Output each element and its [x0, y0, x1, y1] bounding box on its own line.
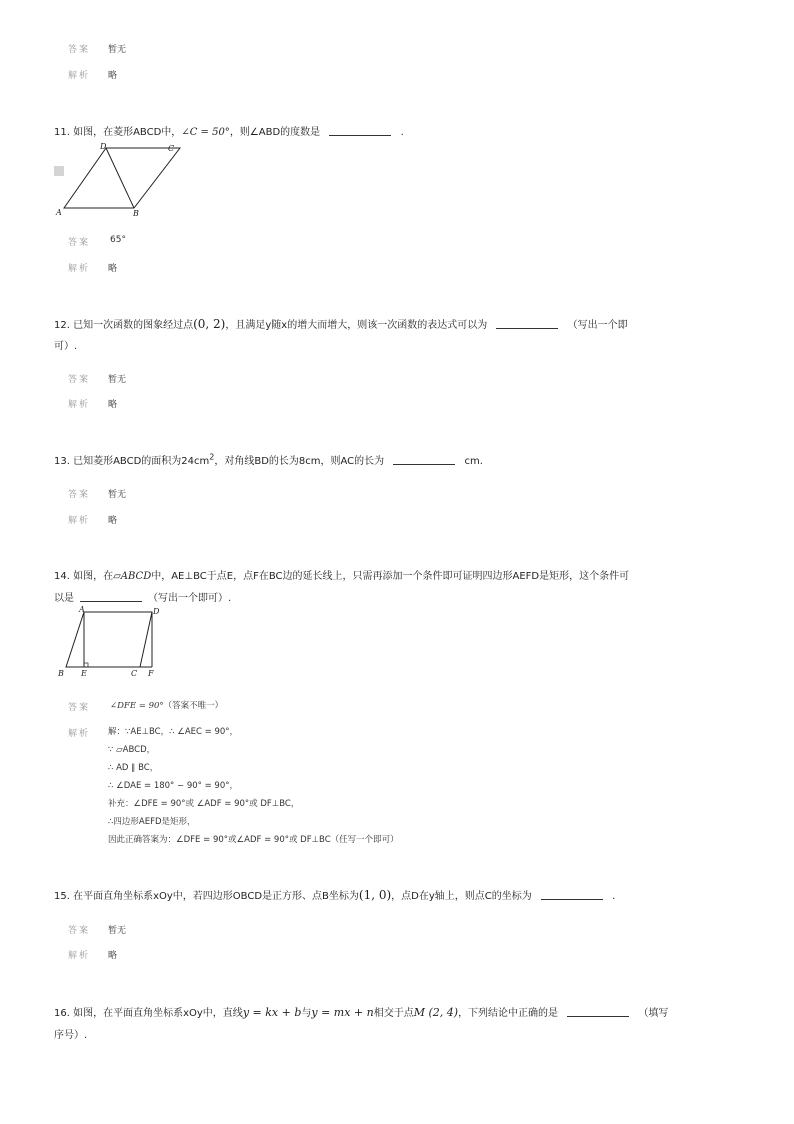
question-16 [54, 1004, 668, 1019]
question-text: 在平面直角坐标系xOy中，若四边形OBCD是正方形、点B坐标为 [73, 891, 359, 902]
answer-blank [567, 1007, 629, 1017]
answer-value: 暂无 [108, 375, 127, 385]
answer-label: 答案 [68, 490, 91, 500]
solution-line: 因此正确答案为：∠DFE = 90°或∠ADF = 90°或 DF⊥BC（任写一个即可） [108, 835, 399, 845]
rhombus-outline [64, 148, 180, 208]
question-15 [54, 887, 615, 902]
answer-blank [496, 319, 558, 329]
point-label: D [100, 142, 107, 151]
answer-blank [329, 126, 391, 136]
point-label: A [56, 208, 62, 217]
solution-line: ∵ ▱ABCD， [108, 745, 156, 755]
answer-value: 65° [110, 235, 126, 245]
solution-line: 补充：∠DFE = 90°或 ∠ADF = 90°或 DF⊥BC， [108, 799, 300, 809]
solution-line: ∴ AD ∥ BC， [108, 763, 159, 773]
math-expression: ▱ABCD [113, 571, 152, 582]
answer-label: 答案 [68, 45, 91, 55]
question-text: ，则∠ABD的度数是 [229, 127, 321, 138]
analysis-label: 解析 [68, 400, 91, 410]
question-text: ，下列结论中正确的是 [458, 1008, 559, 1019]
analysis-value: 略 [108, 400, 118, 410]
question-end: （填写 [638, 1008, 669, 1019]
question-text: 以是 [54, 593, 74, 604]
question-line2: 可）. [54, 341, 78, 352]
answer-value: 暂无 [108, 926, 127, 936]
parallelogram-outline [66, 612, 152, 667]
answer-label: 答案 [68, 375, 91, 385]
analysis-value: 略 [108, 951, 118, 961]
question-line2 [54, 589, 231, 604]
answer-label: 答案 [68, 703, 91, 713]
analysis-label: 解析 [68, 516, 91, 526]
right-angle-mark [84, 663, 88, 667]
question-number: 12. [54, 320, 70, 331]
analysis-label: 解析 [68, 951, 91, 961]
math-expression: ∠C = 50° [181, 127, 230, 138]
question-end: cm. [464, 456, 483, 467]
question-text: 如图，在平面直角坐标系xOy中，直线 [73, 1008, 243, 1019]
question-number: 14. [54, 571, 70, 582]
answer-label: 答案 [68, 238, 91, 248]
math-expression: ∠DFE = 90° [110, 701, 164, 711]
answer-note: （答案不唯一） [163, 701, 224, 711]
answer-blank [80, 592, 142, 602]
question-13 [54, 452, 483, 467]
solution-line: 解：∵AE⊥BC，∴ ∠AEC = 90°， [108, 727, 239, 737]
answer-value [110, 699, 223, 711]
question-12 [54, 316, 628, 331]
question-text: 与 [301, 1008, 312, 1019]
question-number: 13. [54, 456, 70, 467]
question-text: 中，AE⊥BC于点E，点F在BC边的延长线上，只需再添加一个条件即可证明四边形AEFD是矩形，这个条件可 [151, 571, 630, 582]
math-expression: (0, 2) [193, 317, 226, 331]
point-label: C [168, 144, 175, 153]
math-expression: y = mx + n [311, 1006, 374, 1019]
question-end: . [400, 127, 404, 138]
math-expression: M (2, 4) [413, 1006, 459, 1019]
answer-blank [393, 455, 455, 465]
math-expression: (1, 0) [358, 888, 392, 902]
question-text: ，且满足y随x的增大而增大，则该一次函数的表达式可以为 [225, 320, 488, 331]
point-label: F [148, 669, 154, 678]
point-label: E [81, 669, 87, 678]
solution-line: ∴四边形AEFD是矩形， [108, 817, 196, 827]
question-text: ，点D在y轴上，则点C的坐标为 [391, 891, 532, 902]
question-text: 已知一次函数的图象经过点 [73, 320, 194, 331]
question-end: . [612, 891, 616, 902]
analysis-value: 略 [108, 71, 118, 81]
analysis-value: 略 [108, 264, 118, 274]
question-text: 如图，在 [73, 571, 114, 582]
question-text: 如图，在菱形ABCD中， [73, 127, 182, 138]
answer-value: 暂无 [108, 490, 127, 500]
question-end: （写出一个即 [567, 320, 628, 331]
question-number: 11. [54, 127, 70, 138]
math-expression: y = kx + b [242, 1006, 302, 1019]
question-text: 已知菱形ABCD的面积为24cm [73, 456, 210, 467]
analysis-label: 解析 [68, 264, 91, 274]
question-line2: 序号）. [54, 1030, 88, 1041]
answer-blank [541, 890, 603, 900]
point-label: A [79, 605, 85, 614]
question-number: 15. [54, 891, 70, 902]
question-number: 16. [54, 1008, 70, 1019]
question-11 [54, 123, 404, 138]
point-label: D [153, 607, 160, 616]
rhombus-figure [54, 140, 184, 218]
question-text: 相交于点 [373, 1008, 414, 1019]
analysis-label: 解析 [68, 71, 91, 81]
question-14 [54, 567, 629, 582]
answer-value: 暂无 [108, 45, 127, 55]
analysis-label: 解析 [68, 729, 91, 739]
point-label: C [131, 669, 138, 678]
diagonal-bd [106, 148, 134, 208]
question-text: ，对角线BD的长为8cm，则AC的长为 [214, 456, 385, 467]
analysis-value: 略 [108, 516, 118, 526]
answer-label: 答案 [68, 926, 91, 936]
point-label: B [58, 669, 64, 678]
question-end: （写出一个即可）. [148, 593, 232, 604]
parallelogram-figure [56, 604, 166, 680]
superscript: 2 [209, 452, 215, 462]
point-label: B [133, 209, 139, 218]
solution-line: ∴ ∠DAE = 180° − 90° = 90°， [108, 781, 238, 791]
